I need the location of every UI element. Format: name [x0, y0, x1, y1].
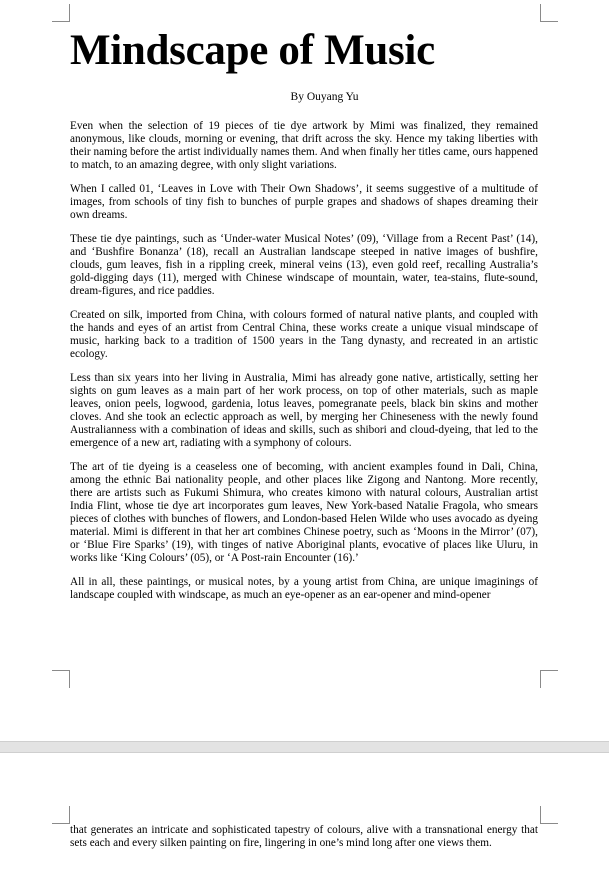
byline[interactable]: By Ouyang Yu	[290, 91, 359, 103]
page-break-gap	[0, 741, 609, 753]
paragraph[interactable]: Less than six years into her living in Australia, Mimi has already gone native, artistically, setting her sights on gum leaves as a main part of her work process, on top of other materials, such as maple leaves, onion peels, logwood, gardenia, lotus leaves, pomegranate peels, black bin skins and mother cloves. And she took an eclectic approach as well, by merging her Chineseness with the newly found Australianness with a combination of ideas and skills, such as shibori and cloud-dyeing, that led to the emergence of a new art, radiating with a symphony of colours.	[70, 371, 538, 449]
page-corner-mark	[52, 806, 70, 824]
paragraph[interactable]: Even when the selection of 19 pieces of tie dye artwork by Mimi was finalized, they remained anonymous, like clouds, morning or evening, that drift across the sky. Hence my taking liberties with their naming before the artist individually names them. And when finally her titles came, ours happened to match, to an amazing degree, with only slight variations.	[70, 120, 538, 172]
paragraph[interactable]: All in all, these paintings, or musical notes, by a young artist from China, are unique imaginings of landscape coupled with windscape, as much an eye-opener as an ear-opener and mind-opener	[70, 575, 538, 601]
paragraph[interactable]: These tie dye paintings, such as ‘Under-water Musical Notes’ (09), ‘Village from a Recent Past’ (14), and ‘Bushfire Bonanza’ (18), recall an Australian landscape steeped in native images of bushfire, clouds, gum leaves, fish in a rippling creek, mineral veins (13), even gold reef, recalling Australia’s gold-digging days (11), merged with Chinese windscape of mountain, water, tea-stains, flute-sound, dream-figures, and rice paddies.	[70, 232, 538, 298]
paragraph-continuation[interactable]: that generates an intricate and sophisticated tapestry of colours, alive with a transnational energy that sets each and every silken painting on fire, lingering in one’s mind long after one views them.	[70, 824, 538, 850]
page-corner-mark	[540, 806, 558, 824]
paragraph[interactable]: When I called 01, ‘Leaves in Love with Their Own Shadows’, it seems suggestive of a multitude of images, from schools of tiny fish to bunches of purple grapes and shadows of shapes dreaming their own dreams.	[70, 182, 538, 222]
document-page-2	[0, 753, 609, 889]
page-corner-mark	[52, 670, 70, 688]
document-body[interactable]	[70, 120, 538, 613]
page-corner-mark	[540, 4, 558, 22]
paragraph[interactable]: Created on silk, imported from China, with colours formed of natural native plants, and coupled with the hands and eyes of an artist from Central China, these works create a unique visual mindscape of music, harking back to a tradition of 1500 years in the Tang dynasty, and recreated in an artistic ecology.	[70, 308, 538, 360]
document-title[interactable]: Mindscape of Music	[70, 27, 435, 74]
page-corner-mark	[540, 670, 558, 688]
page-corner-mark	[52, 4, 70, 22]
paragraph[interactable]: The art of tie dyeing is a ceaseless one of becoming, with ancient examples found in Dali, China, among the ethnic Bai nationality people, and other places like Zigong and Nantong. More recently, there are artists such as Fukumi Shimura, who creates kimono with natural colours, Australian artist India Flint, whose tie dye art incorporates gum leaves, New York-based Natalie Fragola, who smears pieces of clothes with bunches of flowers, and London-based Helen Wilde who uses avocado as dyeing material. Mimi is different in that her art combines Chinese poetry, such as ‘Moons in the Mirror’ (07), or ‘Blue Fire Sparks’ (19), with tinges of native Aboriginal plants, evocative of places like Uluru, in works like ‘King Colours’ (05), or ‘A Post-rain Encounter (16).’	[70, 460, 538, 565]
